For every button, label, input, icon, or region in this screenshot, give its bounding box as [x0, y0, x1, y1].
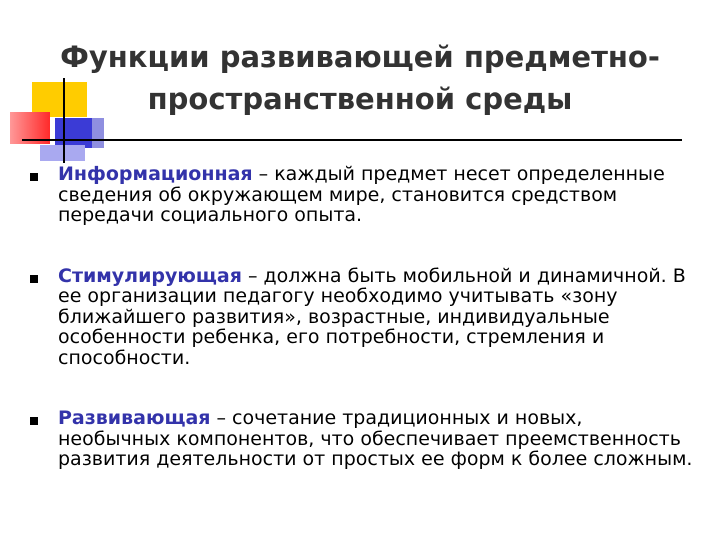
bullet-item-stimulating [28, 266, 698, 369]
bullet-item-developing [28, 408, 698, 470]
decor-lavender-square [92, 118, 104, 148]
bullet-term: Информационная [58, 163, 253, 185]
slide-title-line-2: пространственной среды [147, 82, 573, 116]
bullet-text: – должна быть мобильной и динамичной. В ее организации педагогу необходимо учитывать «зону ближайшего развития», возрастные, индивидуальные особенности ребенка, его потребности, стремления и способности. [58, 264, 686, 369]
bullet-text: – сочетание традиционных и новых, необычных компонентов, что обеспечивает преемственность развития деятельности от простых ее форм к более сложным. [58, 407, 693, 470]
square-bullet-icon [30, 173, 38, 181]
title-divider-line [22, 139, 682, 141]
bullet-term: Развивающая [58, 407, 211, 429]
slide-title [40, 36, 680, 120]
bullet-list [28, 164, 698, 470]
square-bullet-icon [30, 275, 38, 283]
bullet-item-informational [28, 164, 698, 226]
bullet-term: Стимулирующая [58, 264, 242, 287]
bullet-text: – каждый предмет несет определенные сведения об окружающем мире, становится средством передачи социального опыта. [58, 163, 665, 226]
square-bullet-icon [30, 417, 38, 425]
slide-title-line-1: Функции развивающей предметно- [60, 40, 660, 74]
